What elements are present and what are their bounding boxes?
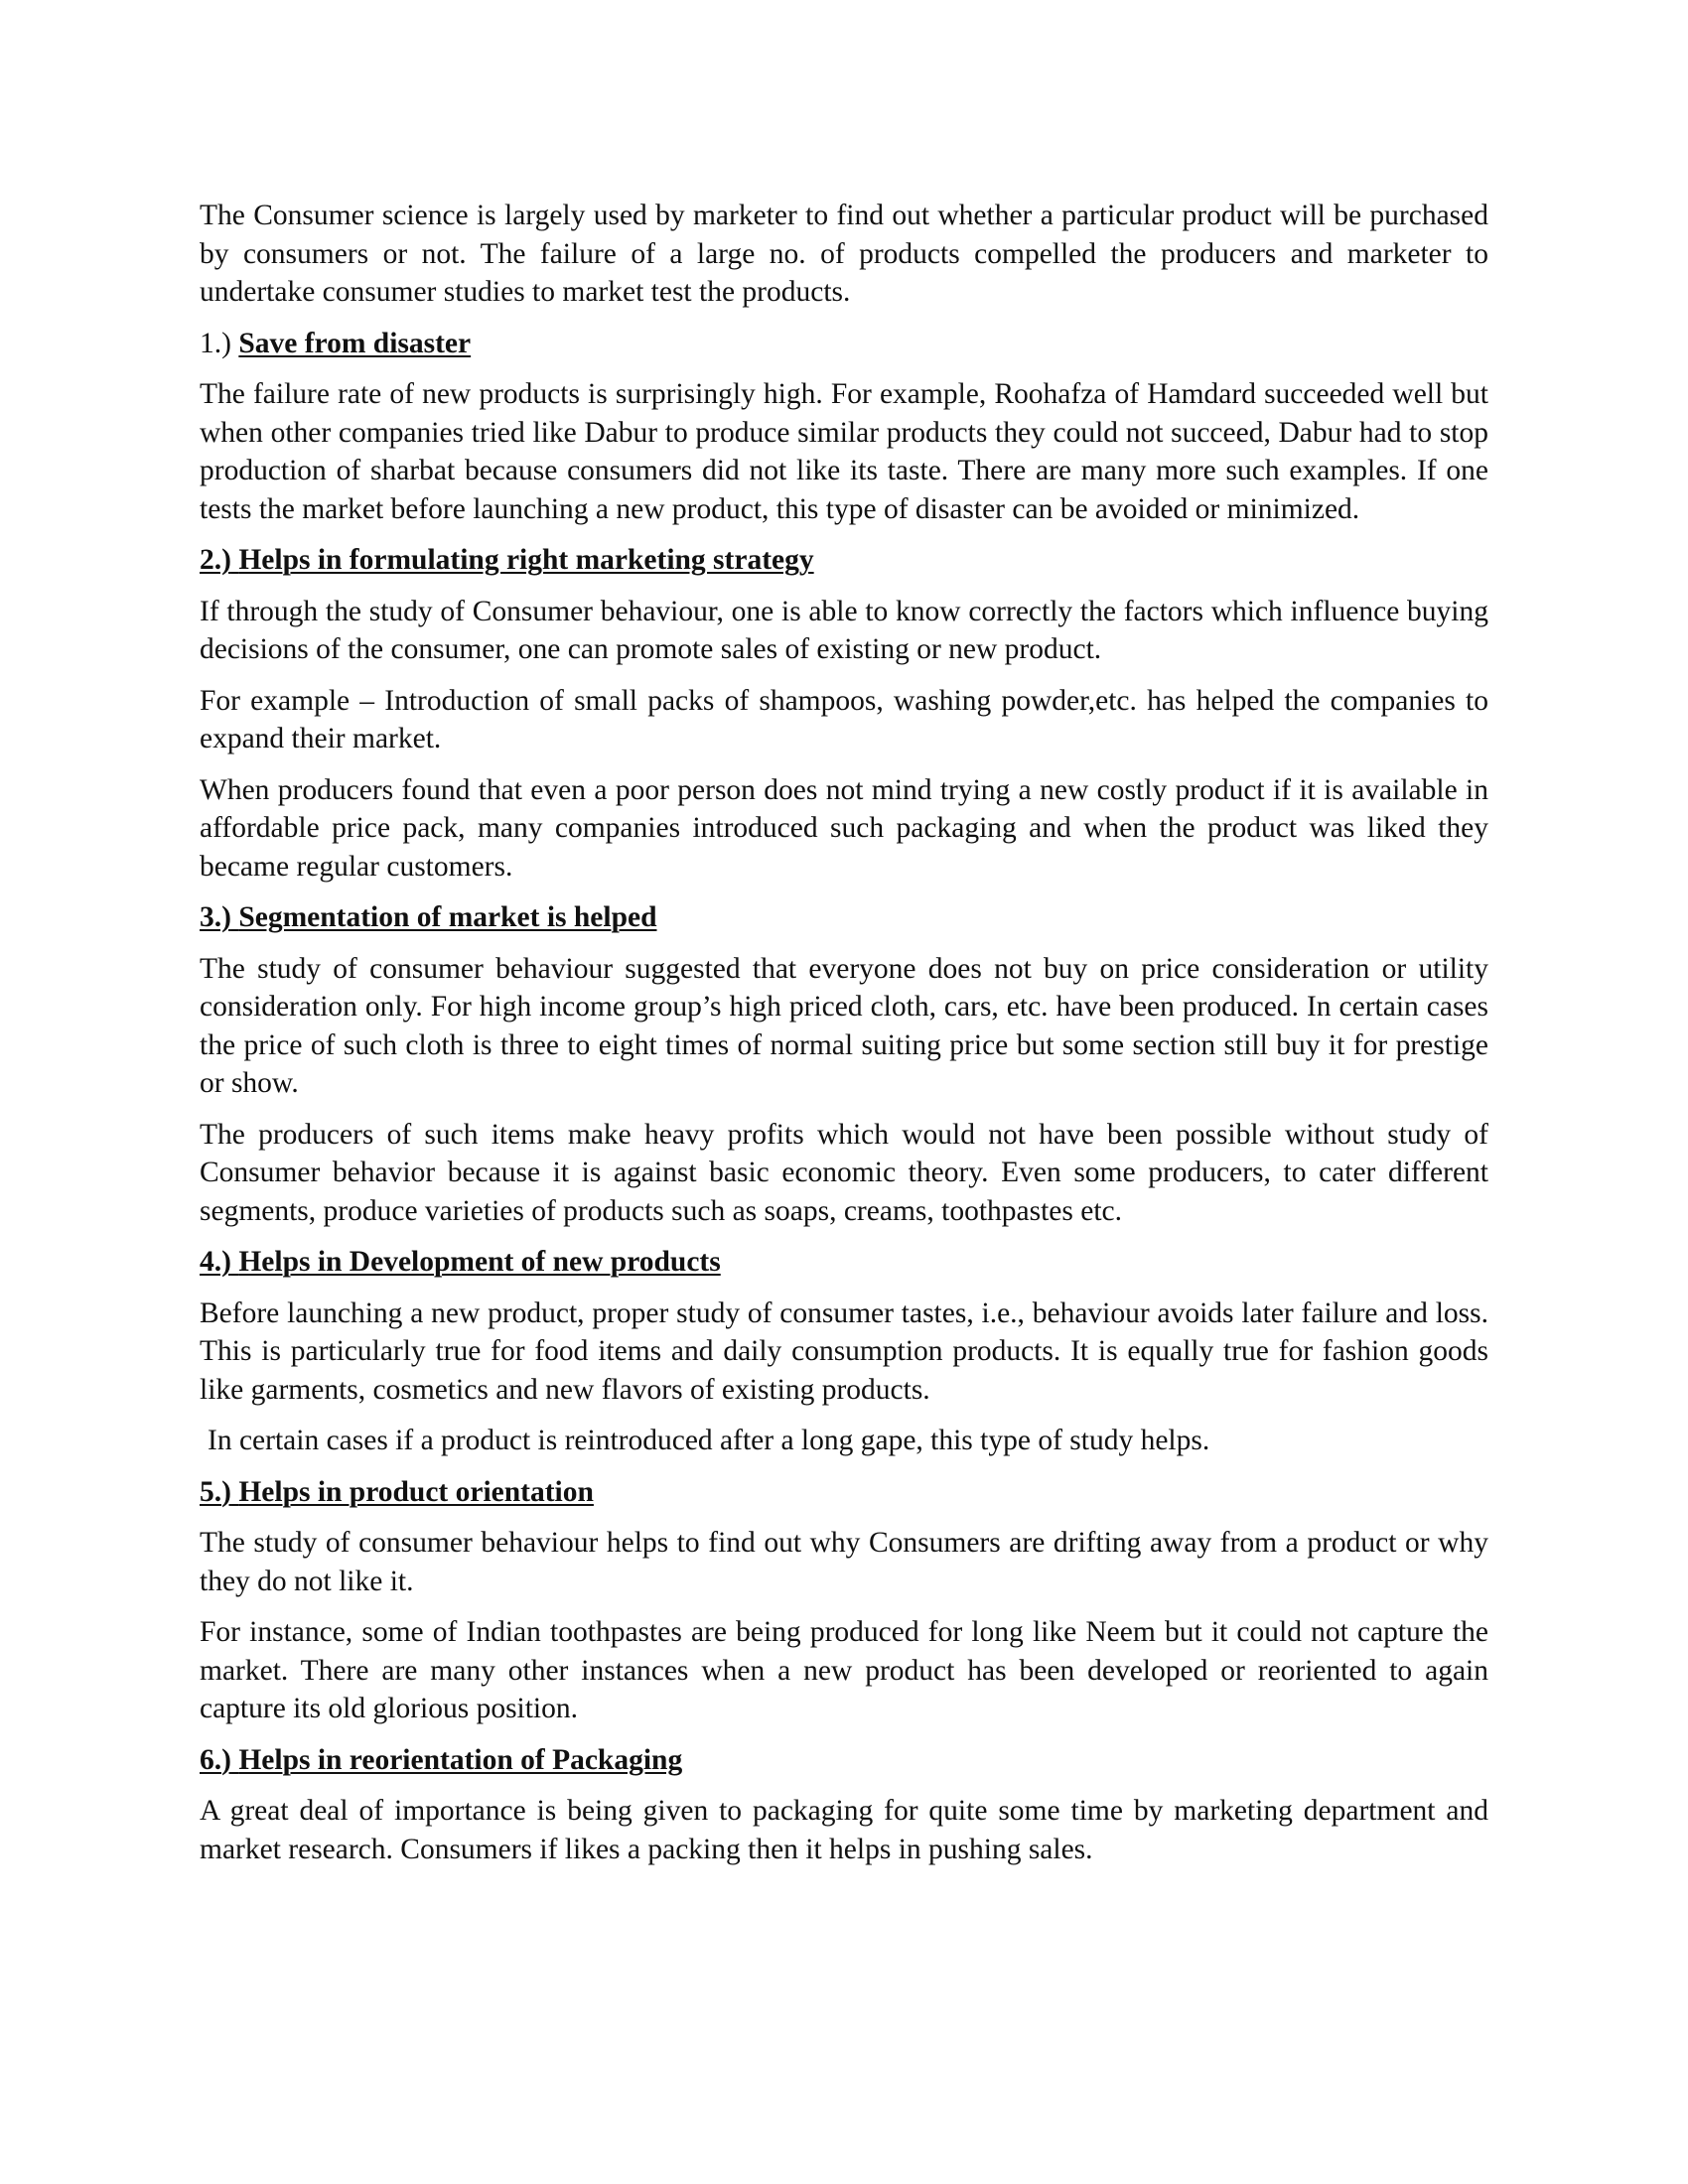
- section-paragraph: The study of consumer behaviour helps to find out why Consumers are drifting away from a product or why they do not like it.: [200, 1527, 1488, 1597]
- section-paragraph: For instance, some of Indian toothpastes are being produced for long like Neem but it could not capture the market. There are many other instances when a new product has been developed or reoriented to again capture its old glorious position.: [200, 1616, 1488, 1724]
- section-title: Helps in Development of new products: [238, 1246, 721, 1278]
- section-heading-segmentation: [200, 898, 1488, 937]
- section-paragraph: The producers of such items make heavy profits which would not have been possible without study of Consumer behavior because it is against basic economic theory. Even some producers, to cater different segments, produce varieties of products such as soaps, creams, toothpastes etc.: [200, 1118, 1488, 1227]
- section-heading-save-from-disaster: [200, 325, 1488, 363]
- section-heading-new-products: [200, 1243, 1488, 1282]
- intro-paragraph: The Consumer science is largely used by marketer to find out whether a particular product will be purchased by consumers or not. The failure of a large no. of products compelled the producers and marketer to undertake consumer studies to market test the products.: [200, 200, 1488, 308]
- section-number: 4.): [200, 1246, 231, 1278]
- section-title: Helps in reorientation of Packaging: [238, 1743, 683, 1776]
- section-number: 6.): [200, 1743, 231, 1776]
- section-heading-product-orientation: [200, 1473, 1488, 1512]
- section-title: Segmentation of market is helped: [238, 901, 657, 933]
- section-number: 2.): [200, 544, 231, 576]
- section-paragraph: In certain cases if a product is reintroduced after a long gape, this type of study helps.: [208, 1425, 1210, 1456]
- section-title: Helps in product orientation: [238, 1475, 594, 1508]
- section-paragraph: A great deal of importance is being given to packaging for quite some time by marketing department and market research. Consumers if likes a packing then it helps in pushing sales.: [200, 1795, 1488, 1865]
- section-paragraph: If through the study of Consumer behaviour, one is able to know correctly the factors which influence buying decisions of the consumer, one can promote sales of existing or new product.: [200, 595, 1488, 665]
- section-number: 1.): [200, 327, 231, 359]
- section-heading-marketing-strategy: [200, 541, 1488, 580]
- section-paragraph: The failure rate of new products is surprisingly high. For example, Roohafza of Hamdard succeeded well but when other companies tried like Dabur to produce similar products they could not succeed, Dabur had to stop production of sharbat because consumers did not like its taste. There are many more such examples. If one tests the market before launching a new product, this type of disaster can be avoided or minimized.: [200, 378, 1488, 525]
- section-paragraph: When producers found that even a poor person does not mind trying a new costly product if it is available in affordable price pack, many companies introduced such packaging and when the product was liked they became regular customers.: [200, 773, 1488, 883]
- section-number: 5.): [200, 1475, 231, 1508]
- document-page: [200, 197, 1488, 1881]
- section-number: 3.): [200, 901, 231, 933]
- section-paragraph: Before launching a new product, proper study of consumer tastes, i.e., behaviour avoids later failure and loss. This is particularly true for food items and daily consumption products. It is equally true for fashion goods like garments, cosmetics and new flavors of existing products.: [200, 1297, 1488, 1406]
- section-title: Helps in formulating right marketing strategy: [238, 544, 814, 576]
- section-title: Save from disaster: [238, 327, 472, 359]
- section-heading-packaging: [200, 1741, 1488, 1780]
- section-paragraph: For example – Introduction of small packs of shampoos, washing powder,etc. has helped the companies to expand their market.: [200, 684, 1488, 754]
- section-paragraph: The study of consumer behaviour suggested that everyone does not buy on price consideration or utility consideration only. For high income group’s high priced cloth, cars, etc. have been produced. In certain cases the price of such cloth is three to eight times of normal suiting price but some section still buy it for prestige or show.: [200, 952, 1488, 1099]
